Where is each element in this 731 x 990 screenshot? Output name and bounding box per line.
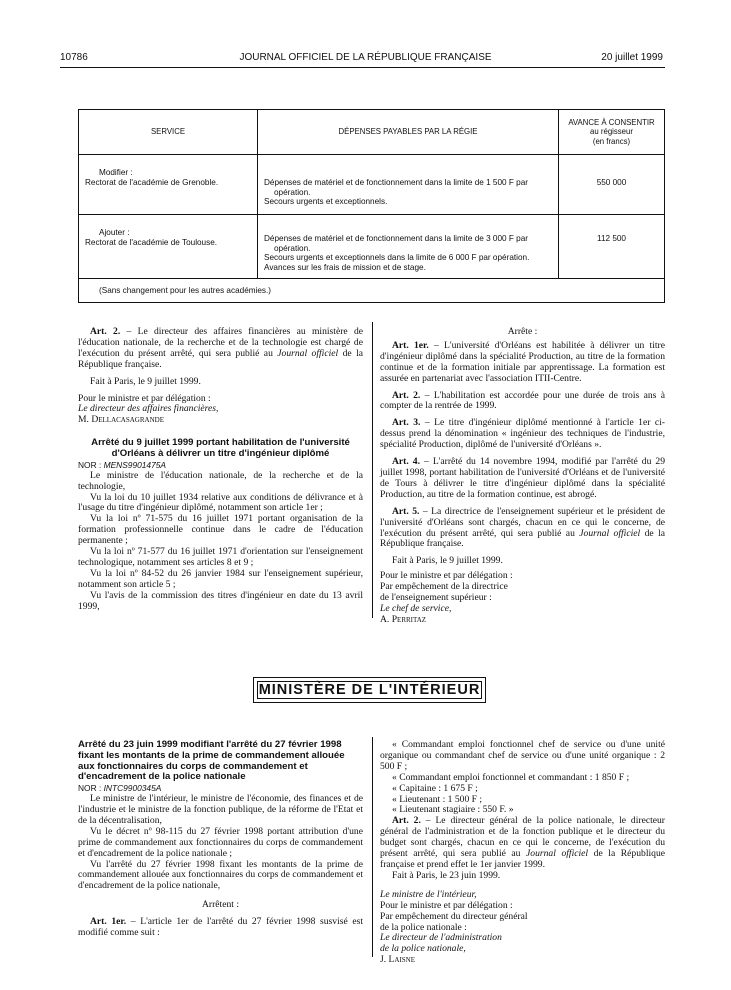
journal-ref: Journal officiel: [277, 347, 339, 359]
signature-line: Pour le ministre et par délégation :: [380, 570, 513, 582]
cell-depenses: [258, 155, 559, 215]
signature-title: Le ministre de l'intérieur,: [380, 888, 477, 900]
article-label: Art. 2.: [392, 815, 421, 827]
table-footer-row: [79, 279, 665, 303]
article-label: Art. 4.: [392, 456, 420, 468]
nor-code: INTC9900345A: [103, 783, 162, 794]
quote-line: « Commandant emploi fonctionnel chef de service ou d'une unité organique ou commandant chef de service ou d'une unité organique : 2 500 F ;: [380, 739, 665, 772]
article-text: – L'arrêté du 14 novembre 1994, modifié par l'arrêté du 29 juillet 1998, portant habilitation de l'université d'Orléans et de l'université de Tours à délivrer le titre d'ingénieur diplômé dans la spécialité Production, au titre de la formation continue, est abrogé.: [380, 456, 666, 500]
right-column-lower: [380, 740, 665, 966]
article-label: Art. 2.: [90, 326, 121, 337]
quote-line: « Lieutenant stagiaire : 550 F. »: [392, 804, 514, 816]
dep-line: Secours urgents et exceptionnels dans la limite de 6 000 F par opération.: [264, 253, 530, 263]
article-2: [380, 816, 665, 871]
preamble: Le ministre de l'éducation nationale, de la recherche et de la technologie,: [78, 469, 363, 492]
dep-line: opération.: [274, 187, 311, 197]
article-label: Art. 3.: [392, 417, 421, 429]
article-2: [380, 391, 665, 413]
quote-line: « Lieutenant : 1 500 F ;: [392, 793, 483, 805]
journal-ref: Journal officiel: [579, 527, 641, 539]
cell-service: [79, 155, 258, 215]
visa: Vu le décret nº 98-115 du 27 février 1998 portant attribution d'une prime de commandement aux fonctionnaires du corps de commandement et d'encadrement de la police nationale ;: [78, 825, 363, 859]
visa: Vu l'avis de la commission des titres d'ingénieur en date du 13 avril 1999,: [78, 589, 363, 612]
article-4: [380, 457, 665, 501]
signature-name: [78, 415, 363, 426]
col-header-depenses: DÉPENSES PAYABLES PAR LA RÉGIE: [258, 110, 559, 155]
signature-title: Le chef de service,: [380, 602, 452, 614]
done-at: Fait à Paris, le 9 juillet 1999.: [392, 555, 503, 567]
article-text: – L'habilitation est accordée pour une durée de trois ans à compter de la rentrée de 1999.: [380, 389, 666, 412]
dep-line: opération.: [274, 243, 311, 253]
signature-title: Le directeur de l'administration: [380, 932, 502, 944]
signature-line: [380, 944, 665, 955]
ministry-banner: [253, 677, 486, 703]
nor-code: MENS9901475A: [103, 459, 166, 470]
table-row: [79, 155, 665, 215]
article-label: Art. 2.: [392, 389, 421, 401]
dep-line: Dépenses de matériel et de fonctionnement dans la limite de 1 500 F par: [264, 178, 528, 187]
dep-line: Avances sur les frais de mission et de stage.: [264, 262, 426, 272]
article-1: [380, 341, 665, 385]
signature-line: Pour le ministre et par délégation :: [78, 392, 211, 404]
article-label: Art. 1er.: [90, 916, 127, 928]
quote-line: « Capitaine : 1 675 F ;: [392, 782, 478, 794]
service-name: Rectorat de l'académie de Toulouse.: [85, 237, 218, 247]
column-divider: [372, 737, 373, 957]
cell-amount: 112 500: [559, 215, 665, 279]
arrete-word: Arrête :: [507, 326, 538, 337]
left-column: [78, 327, 363, 613]
cell-service: [79, 215, 258, 279]
signature-line: de la police nationale :: [380, 921, 467, 933]
visa: Vu l'arrêté du 27 février 1998 fixant les montants de la prime de commandement allouée aux fonctionnaires du corps de commandement et d'encadrement de la police nationale,: [78, 858, 363, 892]
visa: Vu la loi nº 71-575 du 16 juillet 1971 portant organisation de la formation professionnelle continue dans le cadre de l'éducation permanente ;: [78, 513, 363, 547]
article-text: – Le directeur général de la police nationale, le directeur général de l'administration et de la fonction publique et le directeur du budget sont chargés, chacun en ce qui le concerne, de l'exécution du présent arrêté, qui sera publié au: [380, 815, 665, 860]
article-text-end: de la République française et prend effet le 1er janvier 1999.: [380, 848, 666, 870]
done-at: Fait à Paris, le 23 juin 1999.: [392, 869, 501, 881]
visa: Vu la loi nº 84-52 du 26 janvier 1984 sur l'enseignement supérieur, notamment son article 5 ;: [78, 567, 363, 590]
service-action: Ajouter :: [99, 228, 130, 237]
article-text: – Le titre d'ingénieur diplômé mentionné à l'article 1er ci-dessus prend la dénomination « ingénieur des techniques de l'industrie, spécialité Production, diplômé de l'université d'Orléans ».: [380, 417, 666, 451]
ministry-title: MINISTÈRE DE L'INTÉRIEUR: [258, 681, 481, 698]
signature-line: de l'enseignement supérieur :: [380, 592, 492, 604]
avance-line-3: (en francs): [592, 136, 631, 146]
article-1: [78, 917, 363, 939]
visa: Vu la loi du 10 juillet 1934 relative aux conditions de délivrance et à l'usage du titre d'ingénieur diplômé, notamment son article 1er ;: [78, 491, 363, 514]
article-2: [78, 327, 363, 371]
nor-label: NOR :: [78, 783, 104, 794]
article-5: [380, 507, 665, 551]
article-3: [380, 418, 665, 451]
dep-line: Dépenses de matériel et de fonctionnement dans la limite de 3 000 F par: [264, 234, 528, 243]
journal-ref: Journal officiel: [526, 848, 589, 860]
service-name: Rectorat de l'académie de Grenoble.: [85, 177, 219, 187]
issue-date: 20 juillet 1999: [601, 52, 663, 63]
article-text-end: de la République française.: [380, 527, 665, 550]
done-at: Fait à Paris, le 9 juillet 1999.: [90, 375, 201, 387]
signature-line: Pour le ministre et par délégation :: [380, 899, 513, 911]
cell-depenses: [258, 215, 559, 279]
avance-line-1: AVANCE À CONSENTIR: [568, 117, 655, 127]
article-text: – Le directeur des affaires financières au ministère de l'éducation nationale, de la recherche et de la technologie est chargé de l'exécution du présent arrêté, qui sera publié au: [78, 326, 363, 359]
article-text-end: de la République française.: [78, 347, 363, 370]
visa: Vu la loi nº 71-577 du 16 juillet 1971 d'orientation sur l'enseignement technologique, notamment ses articles 8 et 9 ;: [78, 546, 363, 568]
page-number: 10786: [60, 52, 88, 63]
article-label: Art. 1er.: [392, 339, 429, 351]
arrete-title: Arrêté du 23 juin 1999 modifiant l'arrêté du 27 février 1998 fixant les montants de la prime de commandement allouée aux fonctionnaires du corps de commandement et d'encadrement de la police nationale: [78, 739, 345, 783]
regie-table: [78, 109, 665, 303]
signature-name: [380, 955, 665, 966]
right-column: [380, 327, 665, 626]
journal-title: JOURNAL OFFICIEL DE LA RÉPUBLIQUE FRANÇAISE: [239, 52, 492, 63]
table-footer: (Sans changement pour les autres académies.): [79, 279, 665, 303]
table-row: [79, 215, 665, 279]
header-rule: [60, 67, 665, 68]
table-header-row: [79, 110, 665, 155]
col-header-avance: [559, 110, 665, 155]
article-text: – L'université d'Orléans est habilitée à délivrer un titre d'ingénieur diplômé dans la spécialité Production, au titre de la formation continue et de la formation initiale par apprentissage. La formation est assurée en partenariat avec l'association ITII-Centre.: [380, 339, 665, 384]
signature-name: [380, 615, 665, 626]
quote-line: « Commandant emploi fonctionnel et commandant : 1 850 F ;: [392, 771, 630, 783]
cell-amount: 550 000: [559, 155, 665, 215]
preamble: Le ministre de l'intérieur, le ministre de l'économie, des finances et de l'industrie et le ministre de la fonction publique, de la réforme de l'Etat et de la décentralisation,: [78, 793, 363, 826]
nor-label: NOR :: [78, 459, 104, 470]
signatory: M. Dellacasagrande: [78, 414, 164, 426]
signature-line: Par empêchement de la directrice: [380, 581, 508, 593]
signatory: J. Laisne: [380, 954, 416, 966]
column-divider: [372, 322, 373, 618]
article-text: – L'article 1er de l'arrêté du 27 février 1998 susvisé est modifié comme suit :: [78, 916, 364, 939]
article-label: Art. 5.: [392, 505, 420, 517]
signature-title: de la police nationale,: [380, 943, 466, 955]
article-text: – La directrice de l'enseignement supérieur et le président de l'université d'Orléans sont chargés, chacun en ce qui le concerne, de l'exécution du présent arrêté, qui sera publié au: [380, 505, 666, 539]
signatory: A. Perritaz: [380, 613, 427, 625]
dep-line: Secours urgents et exceptionnels.: [264, 197, 388, 207]
signature-line: Par empêchement du directeur général: [380, 910, 528, 922]
col-header-service: SERVICE: [79, 110, 258, 155]
arrete-title: Arrêté du 9 juillet 1999 portant habilitation de l'université d'Orléans à délivrer un titre d'ingénieur diplômé: [91, 437, 350, 460]
avance-line-2: au régisseur: [590, 127, 633, 137]
arretent-word: Arrêtent :: [201, 899, 240, 911]
service-action: Modifier :: [99, 168, 133, 177]
signature-title: Le directeur des affaires financières,: [78, 403, 219, 415]
left-column-lower: [78, 740, 363, 939]
